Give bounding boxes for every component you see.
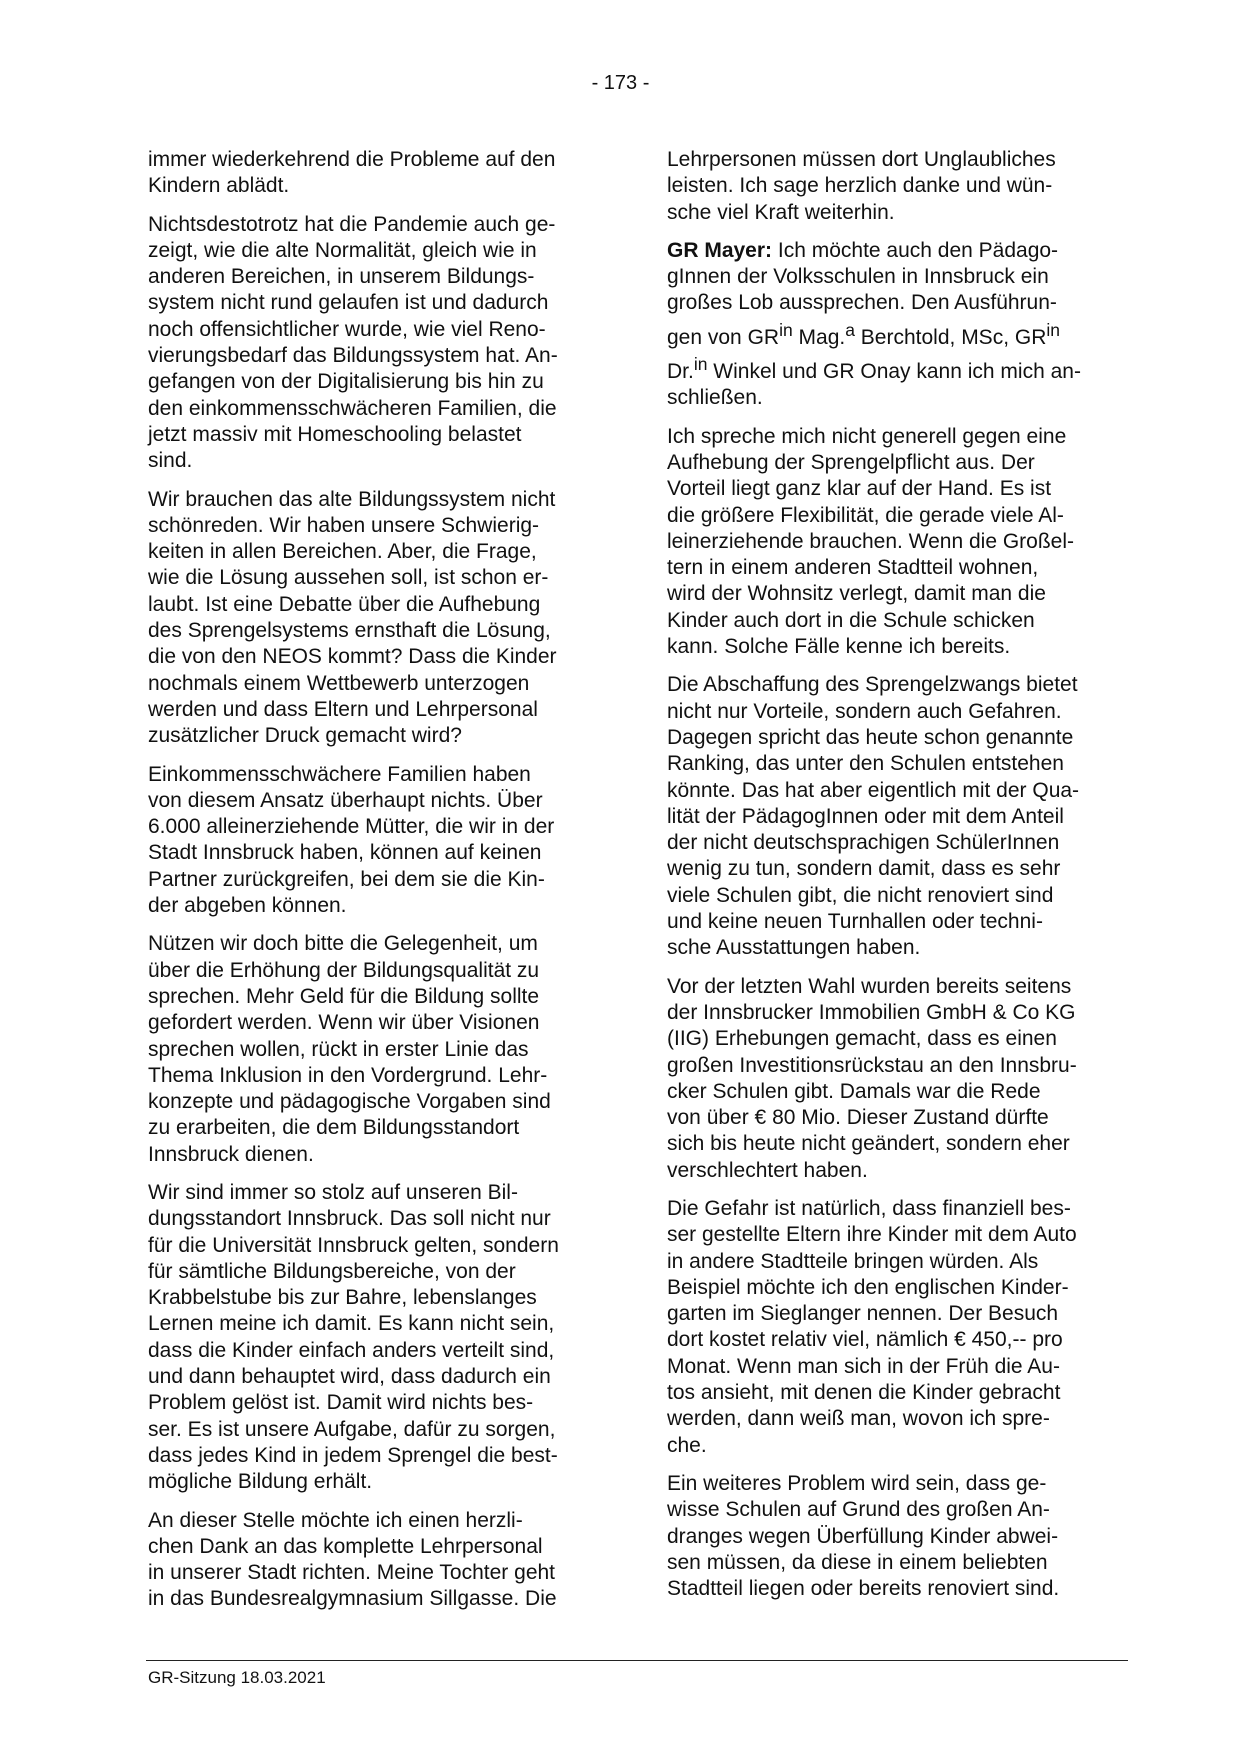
paragraph: Lehrpersonen müssen dort Unglaubliches leisten. Ich sage herzlich danke und wün- sche viel Kraft weiterhin. — [667, 148, 1056, 224]
paragraph: Die Gefahr ist natürlich, dass finanziell bes- ser gestellte Eltern ihre Kinder mit dem Auto in andere Stadtteile bringen würden. Als Beispiel möchte ich den englischen Kinder- garten im Sieglanger nennen. Der Besuch dort kostet relativ viel, nämlich € 450,-- pro Monat. Wenn man sich in der Früh die Au- tos ansieht, mit denen die Kinder gebracht werden, dann weiß man, wovon ich spre- che. — [667, 1196, 1077, 1457]
paragraph: Einkommensschwächere Familien haben von diesem Ansatz überhaupt nichts. Über 6.000 alleinerziehende Mütter, die wir in der Stadt Innsbruck haben, können auf keinen Partner zurückgreifen, bei dem sie die Kin- der abgeben können. — [148, 762, 555, 918]
paragraph: An dieser Stelle möchte ich einen herzli- chen Dank an das komplette Lehrpersonal in unserer Stadt richten. Meine Tochter geht in das Bundesrealgymnasium Sillgasse. Die — [148, 1508, 557, 1611]
paragraph: Wir brauchen das alte Bildungssystem nicht schönreden. Wir haben unsere Schwierig- keiten in allen Bereichen. Aber, die Frage, wie die Lösung aussehen soll, ist schon er- laubt. Ist eine Debatte über die Aufhebung des Sprengelsystems ernsthaft die Lösung, die von den NEOS kommt? Dass die Kinder nochmals einem Wettbewerb unterzogen werden und dass Eltern und Lehrpersonal zusätzlicher Druck gemacht wird? — [148, 487, 557, 748]
right-column — [667, 147, 1125, 1614]
page-number: - 173 - — [591, 72, 650, 94]
paragraph: Nützen wir doch bitte die Gelegenheit, um über die Erhöhung der Bildungsqualität zu sprechen. Mehr Geld für die Bildung sollte gefordert werden. Wenn wir über Visionen sprechen wollen, rückt in erster Linie das Thema Inklusion in den Vordergrund. Lehr- konzepte und pädagogische Vorgaben sind zu erarbeiten, die dem Bildungsstandort Innsbruck dienen. — [148, 932, 551, 1166]
paragraph: Die Abschaffung des Sprengelzwangs bietet nicht nur Vorteile, sondern auch Gefahren. Dagegen spricht das heute schon genannte Ranking, das unter den Schulen entstehen könnte. Das hat aber eigentlich mit der Qua- lität der PädagogInnen oder mit dem Anteil der nicht deutschsprachigen SchülerInnen wenig zu tun, sondern damit, dass es sehr viele Schulen gibt, die nicht renoviert sind und keine neuen Turnhallen oder techni- sche Ausstattungen haben. — [667, 673, 1080, 960]
footer-divider — [146, 1660, 1128, 1661]
speaker-paragraph: GR Mayer: Ich möchte auch den Pädago- gInnen der Volksschulen in Innsbruck ein großes Lob aussprechen. Den Ausführun- gen von $GR^{in}$ Mag.$^a$ Berchtold, MSc, $GR^{in}$ Dr.$^{in}$ Winkel und GR Onay kann ich mich an- schließen. — [667, 238, 1081, 410]
paragraph: immer wiederkehrend die Probleme auf den Kindern ablädt. — [148, 148, 556, 198]
speaker-name: GR Mayer: — [667, 238, 773, 262]
left-column — [148, 147, 596, 1625]
paragraph: Ich spreche mich nicht generell gegen eine Aufhebung der Sprengelpflicht aus. Der Vorteil liegt ganz klar auf der Hand. Es ist die größere Flexibilität, die gerade viele Al- leinerziehende brauchen. Wenn die Großel- tern in einem anderen Stadtteil wohnen, wird der Wohnsitz verlegt, damit man die Kinder auch dort in die Schule schicken kann. Solche Fälle kenne ich bereits. — [667, 424, 1075, 659]
paragraph: Vor der letzten Wahl wurden bereits seitens der Innsbrucker Immobilien GmbH & Co KG (IIG) Erhebungen gemacht, dass es einen großen Investitionsrückstau an den Innsbru- cker Schulen gibt. Damals war die Rede von über € 80 Mio. Dieser Zustand dürfte sich bis heute nicht geändert, sondern eher verschlechtert haben. — [667, 974, 1077, 1182]
footer-session-date: GR-Sitzung 18.03.2021 — [148, 1668, 326, 1687]
paragraph: Ein weiteres Problem wird sein, dass ge- wisse Schulen auf Grund des großen An- dranges wegen Überfüllung Kinder abwei- sen müssen, da diese in einem beliebten Stadtteil liegen oder bereits renoviert sind. — [667, 1471, 1060, 1601]
paragraph: Wir sind immer so stolz auf unseren Bil- dungsstandort Innsbruck. Das soll nicht nur für die Universität Innsbruck gelten, sondern für sämtliche Bildungsbereiche, von der Krabbelstube bis zur Bahre, lebenslanges Lernen meine ich damit. Es kann nicht sein, dass die Kinder einfach anders verteilt sind, und dann behauptet wird, dass dadurch ein Problem gelöst ist. Damit wird nichts bes- ser. Es ist unsere Aufgabe, dafür zu sorgen, dass jedes Kind in jedem Sprengel die best- mögliche Bildung erhält. — [148, 1180, 559, 1494]
paragraph: Nichtsdestotrotz hat die Pandemie auch ge- zeigt, wie die alte Normalität, gleich wie in anderen Bereichen, in unserem Bildungs- system nicht rund gelaufen ist und dadurch noch offensichtlicher wurde, wie viel Reno- vierungsbedarf das Bildungssystem hat. An- gefangen von der Digitalisierung bis hin zu den einkommensschwächeren Familien, die jetzt massiv mit Homeschooling belastet sind. — [148, 212, 558, 473]
